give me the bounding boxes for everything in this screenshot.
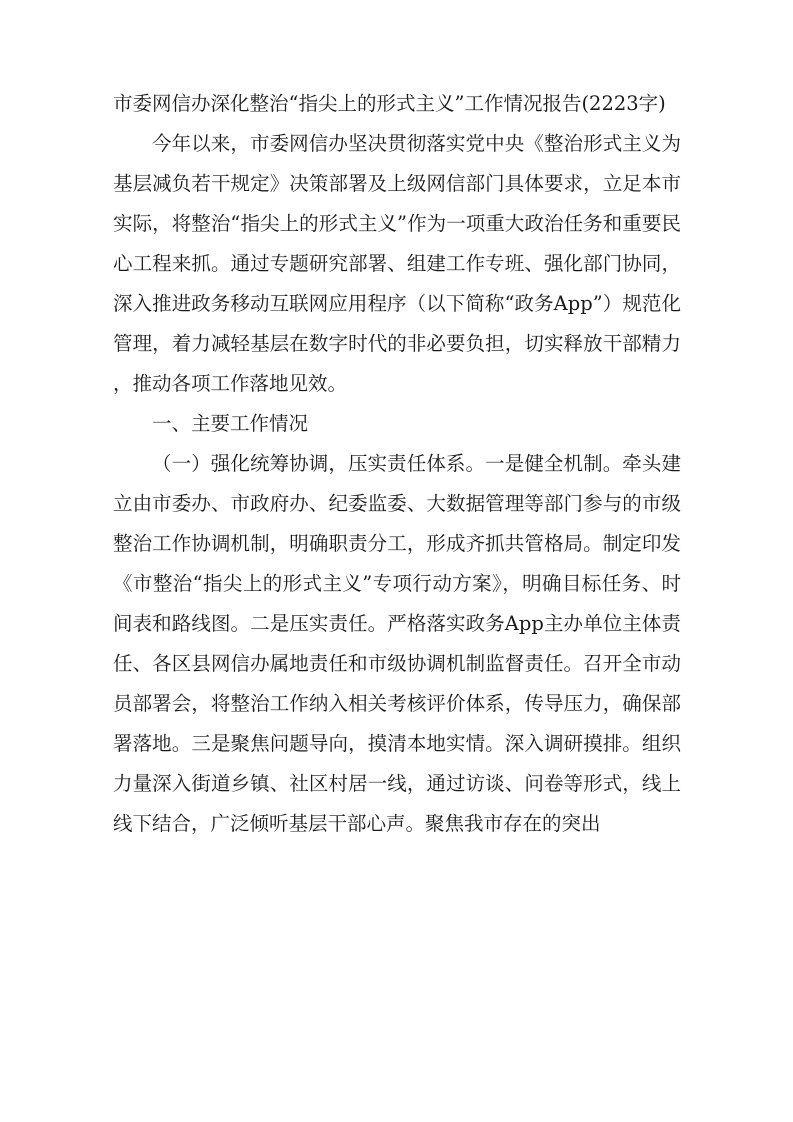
- section-paragraph: （一）强化统筹协调，压实责任体系。一是健全机制。牵头建立由市委办、市政府办、纪委监委、大数据管理等部门参与的市级整治工作协调机制，明确职责分工，形成齐抓共管格局。制定印发《市整治“指尖上的形式主义”专项行动方案》，明确目标任务、时间表和路线图。二是压实责任。严格落实政务App主办单位主体责任、各区县网信办属地责任和市级协调机制监督责任。召开全市动员部署会，将整治工作纳入相关考核评价体系，传导压力，确保部署落地。三是聚焦问题导向，摸清本地实情。深入调研摸排。组织力量深入街道乡镇、社区村居一线，通过访谈、问卷等形式，线上线下结合，广泛倾听基层干部心声。聚焦我市存在的突出: [113, 452, 681, 835]
- document-title: 市委网信办深化整治“指尖上的形式主义”工作情况报告(2223字): [113, 92, 666, 115]
- section-heading: 一、主要工作情况: [152, 412, 309, 435]
- document-body: [113, 84, 681, 844]
- intro-paragraph: 今年以来，市委网信办坚决贯彻落实党中央《整治形式主义为基层减负若干规定》决策部署及上级网信部门具体要求，立足本市实际，将整治“指尖上的形式主义”作为一项重大政治任务和重要民心工程来抓。通过专题研究部署、组建工作专班、强化部门协同，深入推进政务移动互联网应用程序（以下简称“政务App”）规范化管理，着力减轻基层在数字时代的非必要负担，切实释放干部精力，推动各项工作落地见效。: [113, 132, 681, 395]
